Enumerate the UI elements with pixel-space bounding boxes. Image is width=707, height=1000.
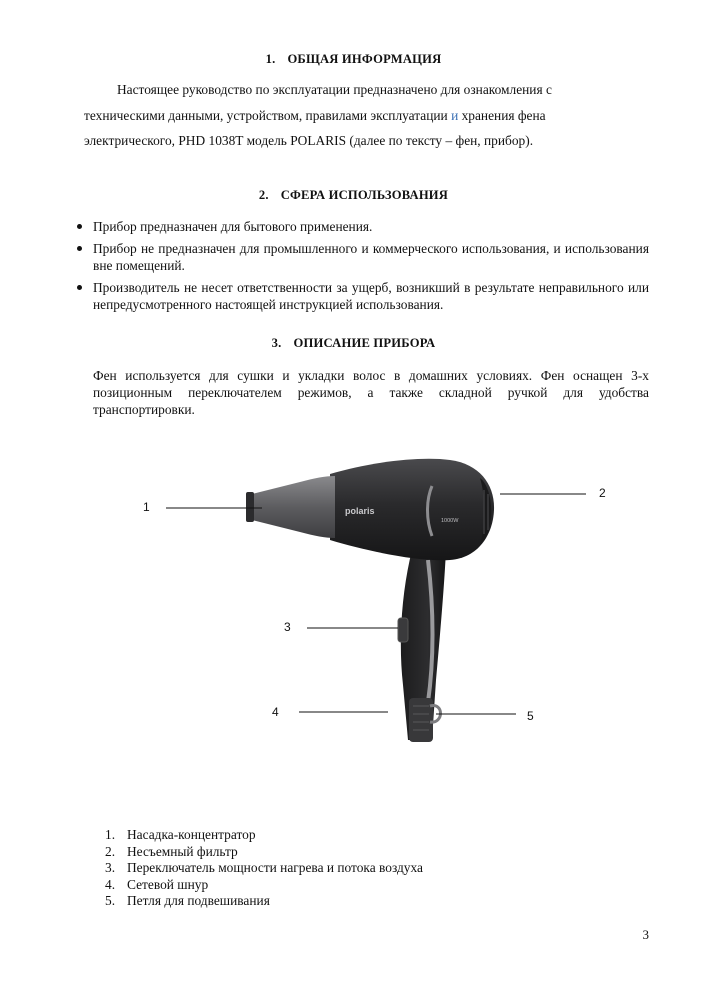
page-number: 3 <box>642 927 649 942</box>
callout-1: 1 <box>143 500 150 514</box>
part-number: 3. <box>105 860 116 876</box>
section-2-title: СФЕРА ИСПОЛЬЗОВАНИЯ <box>280 188 449 202</box>
bullet-text: Производитель не несет ответственности за ущерб, возникший в результате неправильного или непредусмотренного настоящей инструкцией использования. <box>93 280 649 312</box>
list-item <box>105 893 423 910</box>
bullet-dot-icon <box>77 246 82 251</box>
section-3-description: Фен используется для сушки и укладки волос в домашних условиях. Фен оснащен 3-х позиционным переключателем режимов, а также складной ручкой для удобства транспортировки. <box>93 368 649 417</box>
bullet-item <box>76 218 649 235</box>
section-1-line-2-highlight: и <box>451 108 459 123</box>
callout-5: 5 <box>527 709 534 723</box>
bullet-item <box>76 240 649 274</box>
section-1-number: 1. <box>265 52 276 66</box>
section-3-title: ОПИСАНИЕ ПРИБОРА <box>293 336 436 350</box>
section-1-line-3: электрического, PHD 1038T модель POLARIS (далее по тексту – фен, прибор). <box>84 133 534 148</box>
callout-4: 4 <box>272 705 279 719</box>
section-1-line-2c: хранения фена <box>458 108 546 123</box>
list-item <box>105 877 423 894</box>
part-label: Несъемный фильтр <box>127 843 238 859</box>
section-3-number: 3. <box>271 336 282 350</box>
part-number: 4. <box>105 876 116 892</box>
part-label: Сетевой шнур <box>127 876 209 892</box>
part-number: 5. <box>105 893 116 909</box>
concentrator-nozzle <box>252 476 335 538</box>
brand-logo: polaris <box>345 506 375 516</box>
section-3-heading <box>0 336 707 351</box>
bullet-text: Прибор предназначен для бытового применения. <box>93 219 373 234</box>
bullet-text: Прибор не предназначен для промышленного и коммерческого использования, и использования вне помещений. <box>93 241 649 273</box>
callout-3: 3 <box>284 620 291 634</box>
bullet-dot-icon <box>77 224 82 229</box>
power-cord <box>409 698 433 742</box>
power-switch <box>398 618 408 642</box>
power-rating-label: 1000W <box>441 518 459 524</box>
list-item <box>105 860 423 877</box>
section-1-title: ОБЩАЯ ИНФОРМАЦИЯ <box>287 52 442 66</box>
bullet-item <box>76 279 649 313</box>
part-label: Переключатель мощности нагрева и потока воздуха <box>127 860 423 876</box>
list-item <box>105 844 423 861</box>
section-2-bullet-list <box>76 218 649 318</box>
part-number: 2. <box>105 843 116 859</box>
parts-list <box>105 827 423 910</box>
section-2-heading <box>0 188 707 203</box>
section-1-line-1: Настоящее руководство по эксплуатации предназначено для ознакомления с <box>117 82 552 97</box>
section-1-heading <box>0 52 707 67</box>
callout-2: 2 <box>599 486 606 500</box>
part-label: Насадка-концентратор <box>127 827 256 842</box>
list-item <box>105 827 423 844</box>
part-label: Петля для подвешивания <box>127 893 270 909</box>
section-1-line-2a: техническими данными, устройством, правилами эксплуатации <box>84 108 452 123</box>
part-number: 1. <box>105 827 116 842</box>
section-2-number: 2. <box>258 188 269 202</box>
section-1-line-2 <box>84 108 546 124</box>
bullet-dot-icon <box>77 285 82 290</box>
